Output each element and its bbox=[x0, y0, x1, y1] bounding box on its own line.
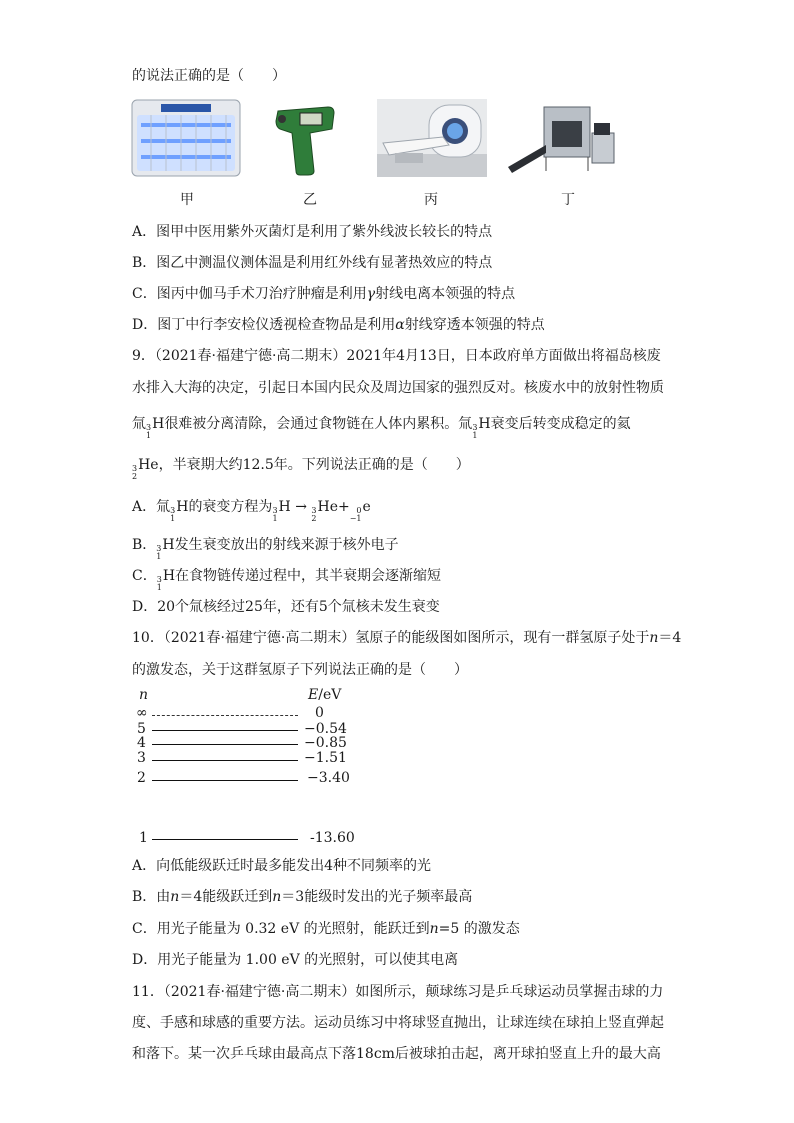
level-line-3 bbox=[152, 760, 298, 761]
level-line-2 bbox=[152, 780, 298, 781]
level-line-4 bbox=[152, 744, 298, 745]
q10-line-1: 10．（2021春·福建宁德·高二期末）氢原子的能级图如图所示，现有一群氢原子处于n＝4 bbox=[132, 630, 682, 646]
level-e-3: −1.51 bbox=[304, 750, 347, 766]
axis-energy-label: E/eV bbox=[308, 687, 342, 703]
infrared-thermometer-image bbox=[270, 99, 340, 177]
level-n-4: 4 bbox=[137, 735, 146, 751]
q10-option-b: B．由n＝4能级跃迁到n＝3能级时发出的光子频率最高 bbox=[132, 889, 473, 905]
q11-line-3: 和落下。某一次乒乓球由最高点下落18cm后被球拍击起，离开球拍竖直上升的最大高 bbox=[132, 1046, 661, 1062]
caption-ding: 丁 bbox=[561, 192, 575, 208]
q8-option-b: B．图乙中测温仪测体温是利用红外线有显著热效应的特点 bbox=[132, 255, 493, 271]
helium-symbol: 3 2 He bbox=[132, 457, 159, 481]
q10-option-c: C．用光子能量为 0.32 eV 的光照射，能跃迁到n=5 的激发态 bbox=[132, 921, 520, 937]
q10-option-a: A．向低能级跃迁时最多能发出4种不同频率的光 bbox=[132, 858, 432, 874]
level-e-4: −0.85 bbox=[304, 735, 347, 751]
q11-line-2: 度、手感和球感的重要方法。运动员练习中将球竖直抛出，让球连续在球拍上竖直弹起 bbox=[132, 1015, 664, 1031]
q9-option-c: C． 3 1 H在食物链传递过程中，其半衰期会逐渐缩短 bbox=[132, 568, 442, 592]
question-8-stem-tail: 的说法正确的是（ ） bbox=[132, 68, 286, 84]
q9-option-b: B． 3 1 H发生衰变放出的射线来源于核外电子 bbox=[132, 537, 399, 561]
q9-option-a: A．氚 3 1 H的衰变方程为 3 1 H → 3 2 He+ 0 −1 e bbox=[132, 499, 371, 523]
q10-option-d: D．用光子能量为 1.00 eV 的光照射，可以使其电离 bbox=[132, 952, 459, 968]
level-e-1: -13.60 bbox=[310, 830, 355, 846]
baggage-scanner-image bbox=[506, 99, 618, 177]
q8-option-a: A．图甲中医用紫外灭菌灯是利用了紫外线波长较长的特点 bbox=[132, 224, 493, 240]
level-e-2: −3.40 bbox=[307, 770, 350, 786]
gamma-knife-image bbox=[377, 99, 487, 177]
level-n-1: 1 bbox=[139, 830, 148, 846]
caption-bing: 丙 bbox=[424, 192, 438, 208]
q11-line-1: 11．（2021春·福建宁德·高二期末）如图所示，颠球练习是乒乓球运动员掌握击球的力 bbox=[132, 984, 664, 1000]
q9-line-2: 水排入大海的决定，引起日本国内民众及周边国家的强烈反对。核废水中的放射性物质 bbox=[132, 380, 664, 396]
q10-line-2: 的激发态，关于这群氢原子下列说法正确的是（ ） bbox=[132, 662, 468, 678]
uv-lamp-image bbox=[131, 99, 241, 177]
q9-line-1: 9．（2021春·福建宁德·高二期末）2021年4月13日，日本政府单方面做出将福岛核废 bbox=[132, 348, 661, 364]
q9-option-d: D．20个氚核经过25年，还有5个氚核未发生衰变 bbox=[132, 599, 440, 615]
caption-jia: 甲 bbox=[180, 192, 194, 208]
caption-yi: 乙 bbox=[303, 192, 317, 208]
q8-option-d: D．图丁中行李安检仪透视检查物品是利用α射线穿透本领强的特点 bbox=[132, 317, 545, 333]
q9-line-3: 氚 3 1 H很难被分离清除，会通过食物链在人体内累积。氚 3 1 H衰变后转变成稳定的氦 bbox=[132, 416, 631, 440]
level-line-1 bbox=[152, 839, 298, 840]
level-line-5 bbox=[152, 730, 298, 731]
q9-line-4: 3 2 He，半衰期大约12.5年。下列说法正确的是（ ） bbox=[132, 457, 470, 481]
tritium-symbol: 3 1 H bbox=[472, 416, 491, 440]
axis-n-label: n bbox=[139, 687, 149, 703]
q8-option-c: C．图丙中伽马手术刀治疗肿瘤是利用γ射线电离本领强的特点 bbox=[132, 286, 516, 302]
level-line-inf bbox=[152, 715, 298, 716]
level-n-5: 5 bbox=[137, 721, 146, 737]
level-n-inf: ∞ bbox=[136, 705, 148, 721]
level-e-inf: 0 bbox=[315, 705, 324, 721]
level-n-2: 2 bbox=[137, 770, 146, 786]
tritium-symbol: 3 1 H bbox=[146, 416, 165, 440]
level-n-3: 3 bbox=[137, 750, 146, 766]
level-e-5: −0.54 bbox=[304, 721, 347, 737]
